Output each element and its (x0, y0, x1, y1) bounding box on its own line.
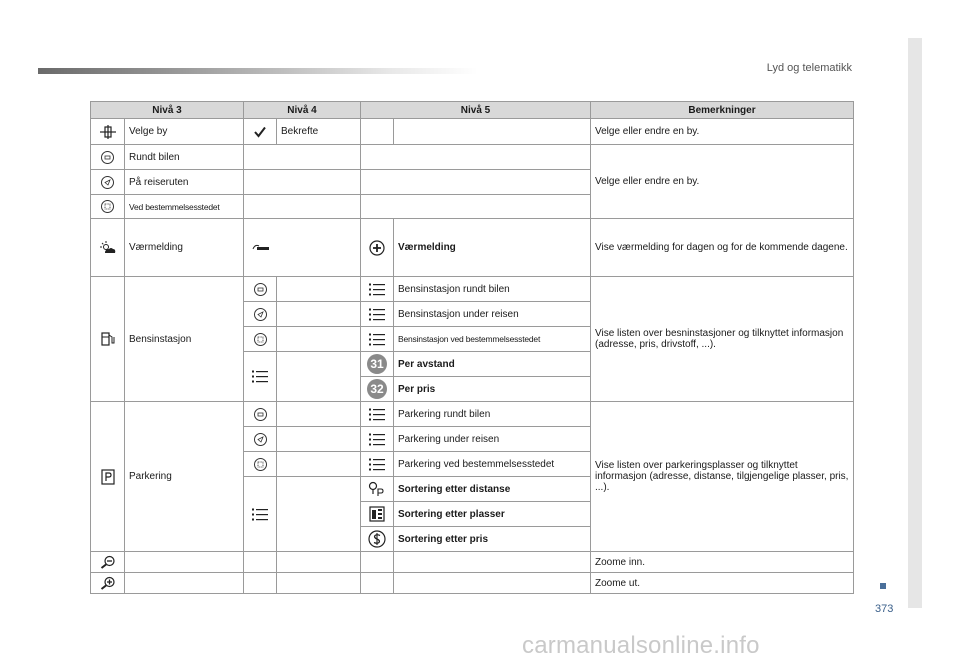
table-row (91, 552, 854, 573)
sort-number-badge: 32 (367, 379, 387, 399)
list-icon (369, 308, 385, 321)
list-icon (252, 370, 268, 383)
parkering-item: Parkering under reisen (394, 427, 591, 452)
table-row (91, 219, 854, 277)
col-header-level5: Nivå 5 (361, 102, 591, 119)
watermark: carmanualsonline.info (522, 632, 760, 659)
table-row (91, 573, 854, 594)
sort-option: Sortering etter pris (394, 527, 591, 552)
table-header-row (91, 102, 854, 119)
table-row (91, 277, 854, 302)
bensin-item: Bensinstasjon ved bestemmelsesstedet (394, 327, 591, 352)
list-icon (369, 333, 385, 346)
sort-option: Per avstand (394, 352, 591, 377)
weather-bar-icon (252, 243, 270, 251)
distance-icon (368, 481, 386, 497)
list-icon (369, 458, 385, 471)
sort-option: Sortering etter distanse (394, 477, 591, 502)
table-row (91, 145, 854, 170)
vaermelding-l5: Værmelding (394, 219, 591, 277)
sort-option: Sortering etter plasser (394, 502, 591, 527)
route-circle-icon (254, 308, 267, 321)
table-row (91, 402, 854, 427)
menu-table (90, 101, 854, 594)
vaermelding-label: Værmelding (125, 219, 244, 277)
parkering-label: Parkering (125, 402, 244, 552)
flag-circle-icon (254, 458, 267, 471)
velge-by-remark: Velge eller endre en by. (591, 119, 854, 145)
sort-option: Per pris (394, 377, 591, 402)
page-edge-strip (908, 38, 922, 608)
flag-circle-icon (101, 200, 114, 213)
list-icon (252, 508, 268, 521)
table-row (91, 119, 854, 145)
list-icon (369, 408, 385, 421)
route-circle-icon (254, 433, 267, 446)
header-bar (38, 68, 478, 74)
car-circle-icon (254, 408, 267, 421)
page-number: 373 (875, 603, 894, 615)
parkering-item: Parkering ved bestemmelsesstedet (394, 452, 591, 477)
rundt-bilen-label: Rundt bilen (125, 145, 244, 170)
dollar-icon (368, 530, 386, 548)
route-circle-icon (101, 176, 114, 189)
bensin-label: Bensinstasjon (125, 277, 244, 402)
parking-icon (101, 469, 115, 485)
ved-bestemmelsesstedet-label: Ved bestemmelsesstedet (125, 195, 244, 219)
places-icon (369, 506, 385, 522)
check-icon (254, 126, 266, 138)
bensin-item: Bensinstasjon rundt bilen (394, 277, 591, 302)
car-circle-icon (101, 151, 114, 164)
plus-circle-icon (369, 240, 385, 256)
weather-icon (100, 241, 116, 255)
flag-circle-icon (254, 333, 267, 346)
parkering-item: Parkering rundt bilen (394, 402, 591, 427)
parkering-remark: Vise listen over parkeringsplasser og tilknyttet informasjon (adresse, distanse, tilgjengelige plasser, pris, ...). (591, 402, 854, 552)
sort-number-badge: 31 (367, 354, 387, 374)
col-header-remarks: Bemerkninger (591, 102, 854, 119)
zoom-out-icon (100, 555, 116, 569)
col-header-level3: Nivå 3 (91, 102, 244, 119)
zoom-in-icon (100, 576, 116, 590)
zoom-inn-remark: Zoome inn. (591, 552, 854, 573)
car-circle-icon (254, 283, 267, 296)
list-icon (369, 283, 385, 296)
bensin-item: Bensinstasjon under reisen (394, 302, 591, 327)
map-pin-icon (99, 124, 117, 140)
page-marker (880, 583, 886, 589)
col-header-level4: Nivå 4 (244, 102, 361, 119)
list-icon (369, 433, 385, 446)
zoom-ut-remark: Zoome ut. (591, 573, 854, 594)
bekrefte-label: Bekrefte (277, 119, 361, 145)
vaermelding-remark: Vise værmelding for dagen og for de kommende dagene. (591, 219, 854, 277)
velge-by-label: Velge by (125, 119, 244, 145)
pa-reiseruten-label: På reiseruten (125, 170, 244, 195)
section-title: Lyd og telematikk (766, 62, 852, 74)
bensin-remark: Vise listen over besninstasjoner og tilknyttet informasjon (adresse, pris, drivstoff, ...). (591, 277, 854, 402)
fuel-pump-icon (101, 331, 115, 347)
area-remark: Velge eller endre en by. (591, 145, 854, 219)
